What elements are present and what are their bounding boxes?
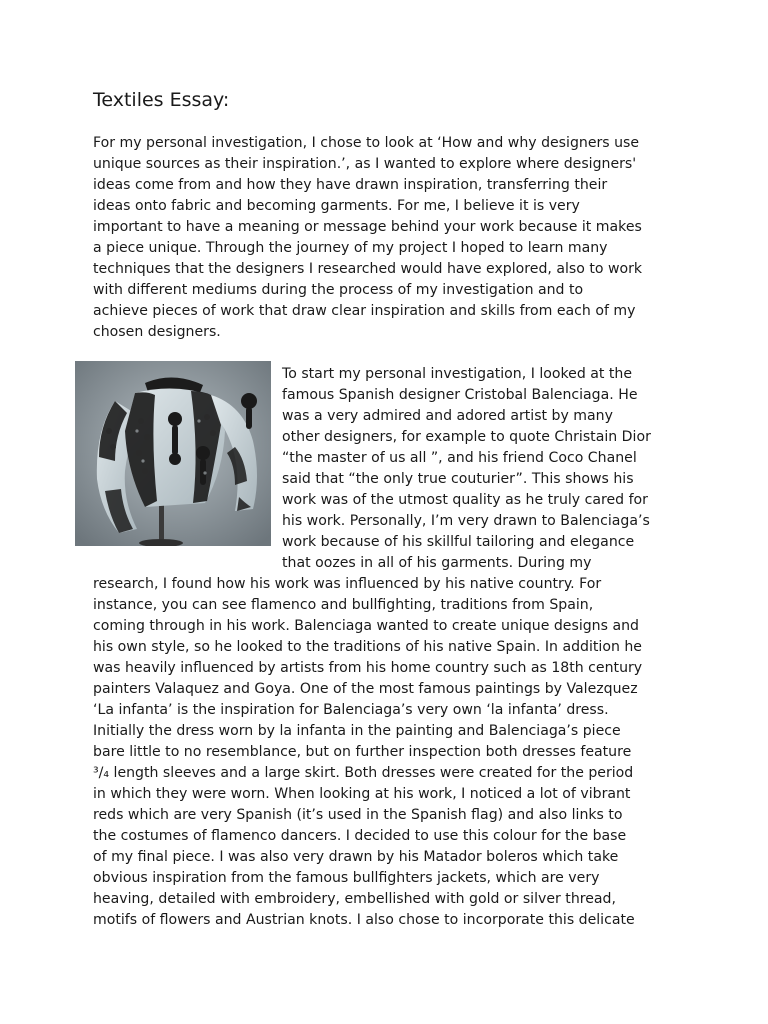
balenciaga-paragraph [93,364,693,931]
paragraph-line: To start my personal investigation, I looked at the [282,366,633,382]
paragraph-line: research, I found how his work was influenced by his native country. For [93,576,602,592]
paragraph-line: ³/₄ length sleeves and a large skirt. Both dresses were created for the period [93,765,634,781]
paragraph-line: For my personal investigation, I chose to look at ‘How and why designers use [93,135,640,151]
paragraph-line: achieve pieces of work that draw clear inspiration and skills from each of my [93,303,636,319]
paragraph-line: work because of his skillful tailoring and elegance [282,534,635,550]
paragraph-line: heaving, detailed with embroidery, embellished with gold or silver thread, [93,891,616,907]
paragraph-line: that oozes in all of his garments. During my [282,555,592,571]
paragraph-line: “the master of us all ”, and his friend Coco Chanel [282,450,637,466]
paragraph-line: with different mediums during the process of my investigation and to [93,282,584,298]
paragraph-line: chosen designers. [93,324,221,340]
essay-title: Textiles Essay: [93,89,230,111]
paragraph-line: other designers, for example to quote Christain Dior [282,429,651,445]
paragraph-line: ideas onto fabric and becoming garments. For me, I believe it is very [93,198,580,214]
paragraph-line: his own style, so he looked to the traditions of his native Spain. In addition he [93,639,642,655]
paragraph-line: ‘La infanta’ is the inspiration for Balenciaga’s very own ‘la infanta’ dress. [93,702,609,718]
paragraph-line: his work. Personally, I’m very drawn to Balenciaga’s [282,513,650,529]
paragraph-line: said that “the only true couturier”. This shows his [282,471,634,487]
paragraph-line: bare little to no resemblance, but on further inspection both dresses feature [93,744,632,760]
paragraph-line: was heavily influenced by artists from his home country such as 18th century [93,660,643,676]
paragraph-line: reds which are very Spanish (it’s used in the Spanish flag) and also links to [93,807,623,823]
paragraph-line: in which they were worn. When looking at his work, I noticed a lot of vibrant [93,786,631,802]
paragraph-line: famous Spanish designer Cristobal Balenciaga. He [282,387,638,403]
intro-paragraph [93,133,693,343]
paragraph-line: unique sources as their inspiration.’, as I wanted to explore where designers' [93,156,637,172]
paragraph-line: techniques that the designers I researched would have explored, also to work [93,261,643,277]
paragraph-line: obvious inspiration from the famous bullfighters jackets, which are very [93,870,600,886]
paragraph-line: the costumes of flamenco dancers. I decided to use this colour for the base [93,828,627,844]
paragraph-line: ideas come from and how they have drawn inspiration, transferring their [93,177,608,193]
paragraph-line: work was of the utmost quality as he truly cared for [282,492,648,508]
paragraph-line: painters Valaquez and Goya. One of the most famous paintings by Valezquez [93,681,638,697]
paragraph-line: motifs of flowers and Austrian knots. I also chose to incorporate this delicate [93,912,635,928]
paragraph-line: coming through in his work. Balenciaga wanted to create unique designs and [93,618,639,634]
paragraph-line: important to have a meaning or message behind your work because it makes [93,219,642,235]
paragraph-line: a piece unique. Through the journey of my project I hoped to learn many [93,240,608,256]
paragraph-line: Initially the dress worn by la infanta in the painting and Balenciaga’s piece [93,723,621,739]
paragraph-line: of my final piece. I was also very drawn by his Matador boleros which take [93,849,619,865]
paragraph-line: was a very admired and adored artist by many [282,408,613,424]
paragraph-line: instance, you can see flamenco and bullfighting, traditions from Spain, [93,597,594,613]
